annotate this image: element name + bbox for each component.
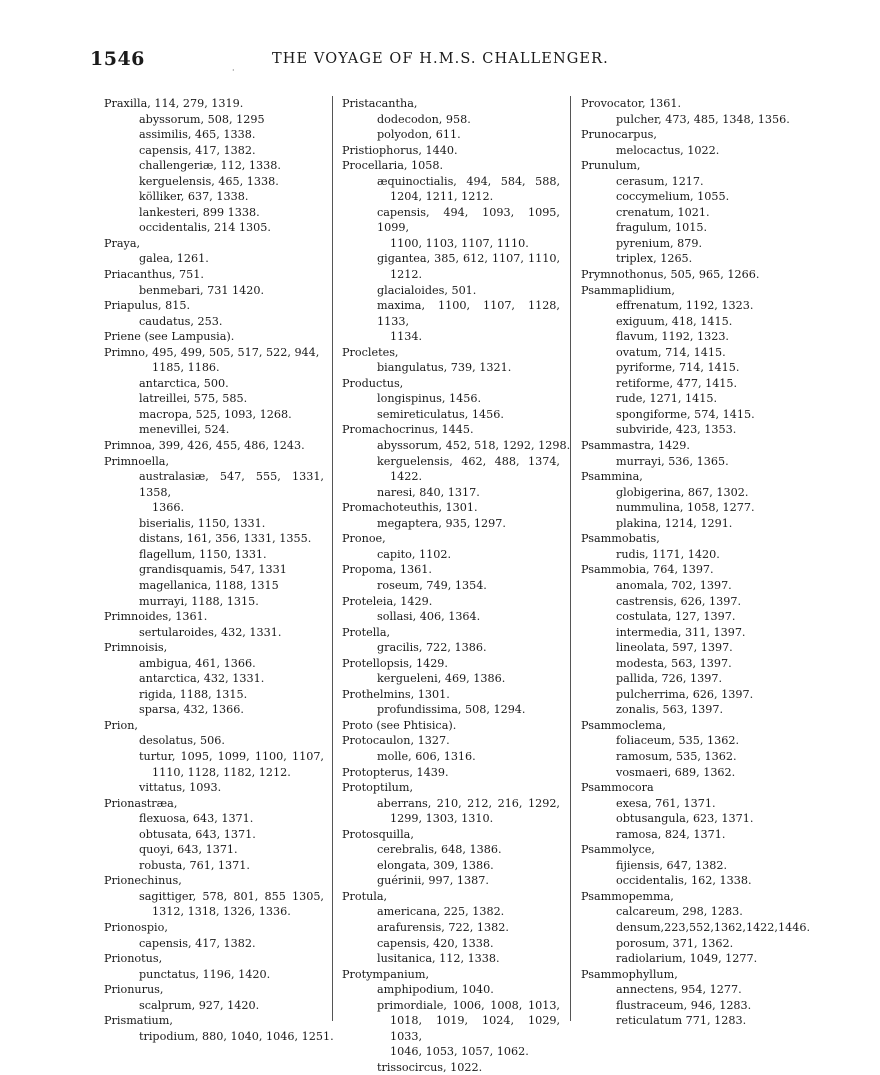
index-subentry: rigida, 1188, 1315. bbox=[139, 687, 248, 701]
index-entry: Prismatium, bbox=[104, 1014, 173, 1028]
index-entry: Psammina, bbox=[581, 470, 643, 484]
index-entry: Prothelmins, 1301. bbox=[342, 687, 450, 701]
index-subentry: biangulatus, 739, 1321. bbox=[377, 361, 512, 375]
index-subentry: lankesteri, 899 1338. bbox=[139, 205, 260, 219]
index-subentry: abyssorum, 508, 1295 bbox=[139, 112, 265, 126]
index-entry: Protocaulon, 1327. bbox=[342, 734, 450, 748]
index-subentry: antarctica, 500. bbox=[139, 376, 229, 390]
index-entry: Pronoe, bbox=[342, 532, 386, 546]
index-subentry: magellanica, 1188, 1315 bbox=[139, 578, 279, 592]
index-subentry: assimilis, 465, 1338. bbox=[139, 128, 256, 142]
index-subentry: biserialis, 1150, 1331. bbox=[139, 516, 266, 530]
index-subentry: benmebari, 731 1420. bbox=[139, 283, 265, 297]
index-continuation: 1212. bbox=[390, 268, 423, 282]
index-subentry: naresi, 840, 1317. bbox=[377, 485, 480, 499]
page-header bbox=[0, 48, 880, 72]
index-entry: Procletes, bbox=[342, 345, 399, 359]
index-subentry: ovatum, 714, 1415. bbox=[616, 345, 726, 359]
index-subentry: kölliker, 637, 1338. bbox=[139, 190, 249, 204]
index-subentry: quoyi, 643, 1371. bbox=[139, 843, 238, 857]
index-subentry: capensis, 417, 1382. bbox=[139, 143, 256, 157]
index-subentry: sagittiger, 578, 801, 855 1305, bbox=[139, 889, 324, 903]
index-continuation: 1018, 1019, 1024, 1029, 1033, bbox=[390, 1014, 560, 1043]
index-entry: Priapulus, 815. bbox=[104, 299, 191, 313]
index-subentry: reticulatum 771, 1283. bbox=[616, 1014, 747, 1028]
index-subentry: americana, 225, 1382. bbox=[377, 905, 505, 919]
index-subentry: porosum, 371, 1362. bbox=[616, 936, 734, 950]
index-subentry: plakina, 1214, 1291. bbox=[616, 516, 733, 530]
index-continuation: 1046, 1053, 1057, 1062. bbox=[390, 1045, 529, 1059]
index-column-1 bbox=[104, 96, 334, 1044]
index-subentry: annectens, 954, 1277. bbox=[616, 983, 742, 997]
index-subentry: ramosum, 535, 1362. bbox=[616, 749, 737, 763]
index-subentry: modesta, 563, 1397. bbox=[616, 656, 732, 670]
index-entry: Primnoisis, bbox=[104, 641, 168, 655]
index-entry: Prionurus, bbox=[104, 983, 164, 997]
index-subentry: fijiensis, 647, 1382. bbox=[616, 858, 728, 872]
index-continuation: 1110, 1128, 1182, 1212. bbox=[152, 765, 291, 779]
index-subentry: pulcher, 473, 485, 1348, 1356. bbox=[616, 112, 790, 126]
index-subentry: capensis, 420, 1338. bbox=[377, 936, 494, 950]
column-divider-1 bbox=[332, 96, 333, 1021]
index-subentry: glacialoides, 501. bbox=[377, 283, 477, 297]
index-subentry: abyssorum, 452, 518, 1292, 1298. bbox=[377, 439, 571, 453]
index-subentry: vittatus, 1093. bbox=[139, 781, 222, 795]
index-subentry: galea, 1261. bbox=[139, 252, 209, 266]
index-subentry: dodecodon, 958. bbox=[377, 112, 471, 126]
index-entry: Psammobatis, bbox=[581, 532, 660, 546]
index-subentry: vosmaeri, 689, 1362. bbox=[616, 765, 736, 779]
index-subentry: murrayi, 1188, 1315. bbox=[139, 594, 259, 608]
index-subentry: polyodon, 611. bbox=[377, 128, 461, 142]
index-entry: Prunocarpus, bbox=[581, 128, 657, 142]
index-subentry: ambigua, 461, 1366. bbox=[139, 656, 256, 670]
index-subentry: flagellum, 1150, 1331. bbox=[139, 547, 267, 561]
index-subentry: capensis, 417, 1382. bbox=[139, 936, 256, 950]
index-column-3 bbox=[581, 96, 811, 1029]
index-subentry: sparsa, 432, 1366. bbox=[139, 703, 244, 717]
index-subentry: megaptera, 935, 1297. bbox=[377, 516, 506, 530]
index-entry: Psammoclema, bbox=[581, 718, 666, 732]
index-subentry: maxima, 1100, 1107, 1128, 1133, bbox=[377, 299, 560, 328]
index-subentry: subviride, 423, 1353. bbox=[616, 423, 737, 437]
index-subentry: capito, 1102. bbox=[377, 547, 452, 561]
index-subentry: trissocircus, 1022. bbox=[377, 1060, 483, 1074]
index-entry: Primnoella, bbox=[104, 454, 170, 468]
index-entry: Psammophyllum, bbox=[581, 967, 678, 981]
index-subentry: caudatus, 253. bbox=[139, 314, 223, 328]
index-subentry: sollasi, 406, 1364. bbox=[377, 610, 481, 624]
index-entry: Protosquilla, bbox=[342, 827, 414, 841]
index-subentry: pyrenium, 879. bbox=[616, 236, 703, 250]
index-entry: Pristiophorus, 1440. bbox=[342, 143, 458, 157]
index-entry: Primnoa, 399, 426, 455, 486, 1243. bbox=[104, 439, 305, 453]
index-entry: Prionastræa, bbox=[104, 796, 178, 810]
index-entry: Psammaplidium, bbox=[581, 283, 675, 297]
index-entry: Psammopemma, bbox=[581, 889, 674, 903]
index-subentry: fragulum, 1015. bbox=[616, 221, 708, 235]
index-subentry: nummulina, 1058, 1277. bbox=[616, 501, 755, 515]
index-entry: Protopterus, 1439. bbox=[342, 765, 449, 779]
index-entry: Prionechinus, bbox=[104, 874, 182, 888]
index-subentry: zonalis, 563, 1397. bbox=[616, 703, 724, 717]
index-subentry: macropa, 525, 1093, 1268. bbox=[139, 407, 292, 421]
index-continuation: 1204, 1211, 1212. bbox=[390, 190, 494, 204]
index-subentry: turtur, 1095, 1099, 1100, 1107, bbox=[139, 749, 324, 763]
index-subentry: cerebralis, 648, 1386. bbox=[377, 843, 502, 857]
index-subentry: challengeriæ, 112, 1338. bbox=[139, 159, 281, 173]
index-entry: Productus, bbox=[342, 376, 404, 390]
index-subentry: roseum, 749, 1354. bbox=[377, 578, 487, 592]
index-subentry: murrayi, 536, 1365. bbox=[616, 454, 729, 468]
stray-mark: · bbox=[232, 66, 235, 75]
index-column-2 bbox=[342, 96, 571, 1075]
index-entry: Protula, bbox=[342, 889, 388, 903]
index-subentry: kergueleni, 469, 1386. bbox=[377, 672, 506, 686]
index-continuation: 1299, 1303, 1310. bbox=[390, 812, 494, 826]
index-subentry: capensis, 494, 1093, 1095, 1099, bbox=[377, 205, 560, 235]
index-continuation: 1134. bbox=[390, 330, 423, 344]
index-entry: Psammobia, 764, 1397. bbox=[581, 563, 714, 577]
index-subentry: latreillei, 575, 585. bbox=[139, 392, 248, 406]
index-subentry: scalprum, 927, 1420. bbox=[139, 998, 260, 1012]
index-subentry: obtusata, 643, 1371. bbox=[139, 827, 256, 841]
index-subentry: castrensis, 626, 1397. bbox=[616, 594, 742, 608]
index-subentry: occidentalis, 162, 1338. bbox=[616, 874, 752, 888]
index-subentry: sertularoides, 432, 1331. bbox=[139, 625, 282, 639]
index-entry: Proteleia, 1429. bbox=[342, 594, 433, 608]
index-subentry: retiforme, 477, 1415. bbox=[616, 376, 738, 390]
index-subentry: ramosa, 824, 1371. bbox=[616, 827, 726, 841]
index-subentry: spongiforme, 574, 1415. bbox=[616, 407, 755, 421]
index-subentry: obtusangula, 623, 1371. bbox=[616, 812, 754, 826]
index-subentry: tripodium, 880, 1040, 1046, 1251. bbox=[139, 1029, 334, 1043]
index-continuation: 1422. bbox=[390, 470, 423, 484]
index-subentry: australasiæ, 547, 555, 1331, 1358, bbox=[139, 470, 324, 499]
index-entry: Primnoides, 1361. bbox=[104, 610, 208, 624]
index-entry: Priacanthus, 751. bbox=[104, 268, 204, 282]
index-subentry: occidentalis, 214 1305. bbox=[139, 221, 271, 235]
index-entry: Prionospio, bbox=[104, 920, 168, 934]
index-entry: Propoma, 1361. bbox=[342, 563, 432, 577]
index-subentry: radiolarium, 1049, 1277. bbox=[616, 952, 758, 966]
index-subentry: kerguelensis, 462, 488, 1374, bbox=[377, 454, 560, 468]
index-subentry: punctatus, 1196, 1420. bbox=[139, 967, 271, 981]
index-entry: Praxilla, 114, 279, 1319. bbox=[104, 97, 244, 110]
index-subentry: flexuosa, 643, 1371. bbox=[139, 812, 254, 826]
index-subentry: pyriforme, 714, 1415. bbox=[616, 361, 740, 375]
index-subentry: grandisquamis, 547, 1331 bbox=[139, 563, 287, 577]
index-subentry: distans, 161, 356, 1331, 1355. bbox=[139, 532, 312, 546]
column-divider-2 bbox=[570, 96, 571, 1021]
index-subentry: globigerina, 867, 1302. bbox=[616, 485, 749, 499]
index-subentry: arafurensis, 722, 1382. bbox=[377, 920, 509, 934]
index-entry: Promachocrinus, 1445. bbox=[342, 423, 474, 437]
index-subentry: triplex, 1265. bbox=[616, 252, 693, 266]
index-entry: Protympanium, bbox=[342, 967, 430, 981]
index-subentry: semireticulatus, 1456. bbox=[377, 407, 504, 421]
index-continuation: 1312, 1318, 1326, 1336. bbox=[152, 905, 291, 919]
index-subentry: foliaceum, 535, 1362. bbox=[616, 734, 740, 748]
index-subentry: aberrans, 210, 212, 216, 1292, bbox=[377, 796, 560, 810]
index-entry: Promachoteuthis, 1301. bbox=[342, 501, 478, 515]
index-subentry: cerasum, 1217. bbox=[616, 174, 704, 188]
index-entry: Pristacantha, bbox=[342, 97, 418, 110]
index-entry: Priene (see Lampusia). bbox=[104, 330, 235, 344]
index-continuation: 1185, 1186. bbox=[152, 361, 220, 375]
index-subentry: densum,223,552,1362,1422,1446. bbox=[616, 920, 811, 934]
index-entry: Psammastra, 1429. bbox=[581, 439, 690, 453]
index-entry: Proto (see Phtisica). bbox=[342, 718, 457, 732]
page-number: 1546 bbox=[90, 48, 145, 70]
index-subentry: effrenatum, 1192, 1323. bbox=[616, 299, 754, 313]
index-subentry: coccymelium, 1055. bbox=[616, 190, 730, 204]
index-subentry: primordiale, 1006, 1008, 1013, bbox=[377, 998, 560, 1012]
index-entry: Psammolyce, bbox=[581, 843, 655, 857]
index-entry: Prunulum, bbox=[581, 159, 641, 173]
index-subentry: elongata, 309, 1386. bbox=[377, 858, 494, 872]
index-subentry: molle, 606, 1316. bbox=[377, 749, 476, 763]
index-entry: Prionotus, bbox=[104, 952, 163, 966]
index-subentry: pulcherrima, 626, 1397. bbox=[616, 687, 754, 701]
index-entry: Protoptilum, bbox=[342, 781, 414, 795]
index-continuation: 1100, 1103, 1107, 1110. bbox=[390, 236, 529, 250]
index-entry: Praya, bbox=[104, 236, 141, 250]
index-subentry: kerguelensis, 465, 1338. bbox=[139, 174, 279, 188]
index-subentry: æquinoctialis, 494, 584, 588, bbox=[377, 174, 560, 188]
index-subentry: menevillei, 524. bbox=[139, 423, 230, 437]
index-entry: Protella, bbox=[342, 625, 391, 639]
index-entry: Protellopsis, 1429. bbox=[342, 656, 448, 670]
index-subentry: intermedia, 311, 1397. bbox=[616, 625, 746, 639]
index-subentry: lusitanica, 112, 1338. bbox=[377, 952, 500, 966]
index-subentry: longispinus, 1456. bbox=[377, 392, 482, 406]
index-subentry: crenatum, 1021. bbox=[616, 205, 710, 219]
index-entry: Prion, bbox=[104, 718, 138, 732]
index-subentry: antarctica, 432, 1331. bbox=[139, 672, 265, 686]
index-subentry: calcareum, 298, 1283. bbox=[616, 905, 743, 919]
index-subentry: desolatus, 506. bbox=[139, 734, 225, 748]
index-subentry: gracilis, 722, 1386. bbox=[377, 641, 487, 655]
index-subentry: anomala, 702, 1397. bbox=[616, 578, 732, 592]
index-entry: Procellaria, 1058. bbox=[342, 159, 444, 173]
index-subentry: lineolata, 597, 1397. bbox=[616, 641, 733, 655]
index-subentry: melocactus, 1022. bbox=[616, 143, 720, 157]
index-subentry: pallida, 726, 1397. bbox=[616, 672, 723, 686]
index-subentry: robusta, 761, 1371. bbox=[139, 858, 250, 872]
index-subentry: exiguum, 418, 1415. bbox=[616, 314, 733, 328]
index-subentry: rude, 1271, 1415. bbox=[616, 392, 718, 406]
index-subentry: flavum, 1192, 1323. bbox=[616, 330, 729, 344]
index-entry: Prymnothonus, 505, 965, 1266. bbox=[581, 268, 760, 282]
index-subentry: profundissima, 508, 1294. bbox=[377, 703, 526, 717]
index-subentry: flustraceum, 946, 1283. bbox=[616, 998, 752, 1012]
index-entry: Provocator, 1361. bbox=[581, 97, 682, 110]
index-subentry: rudis, 1171, 1420. bbox=[616, 547, 720, 561]
running-title: THE VOYAGE OF H.M.S. CHALLENGER. bbox=[272, 51, 609, 67]
index-subentry: exesa, 761, 1371. bbox=[616, 796, 716, 810]
index-subentry: guérinii, 997, 1387. bbox=[377, 874, 489, 888]
index-subentry: amphipodium, 1040. bbox=[377, 983, 494, 997]
index-entry: Psammocora bbox=[581, 781, 654, 795]
index-subentry: costulata, 127, 1397. bbox=[616, 610, 736, 624]
index-continuation: 1366. bbox=[152, 501, 185, 515]
index-entry: Primno, 495, 499, 505, 517, 522, 944, bbox=[104, 345, 320, 359]
index-subentry: gigantea, 385, 612, 1107, 1110, bbox=[377, 252, 560, 266]
